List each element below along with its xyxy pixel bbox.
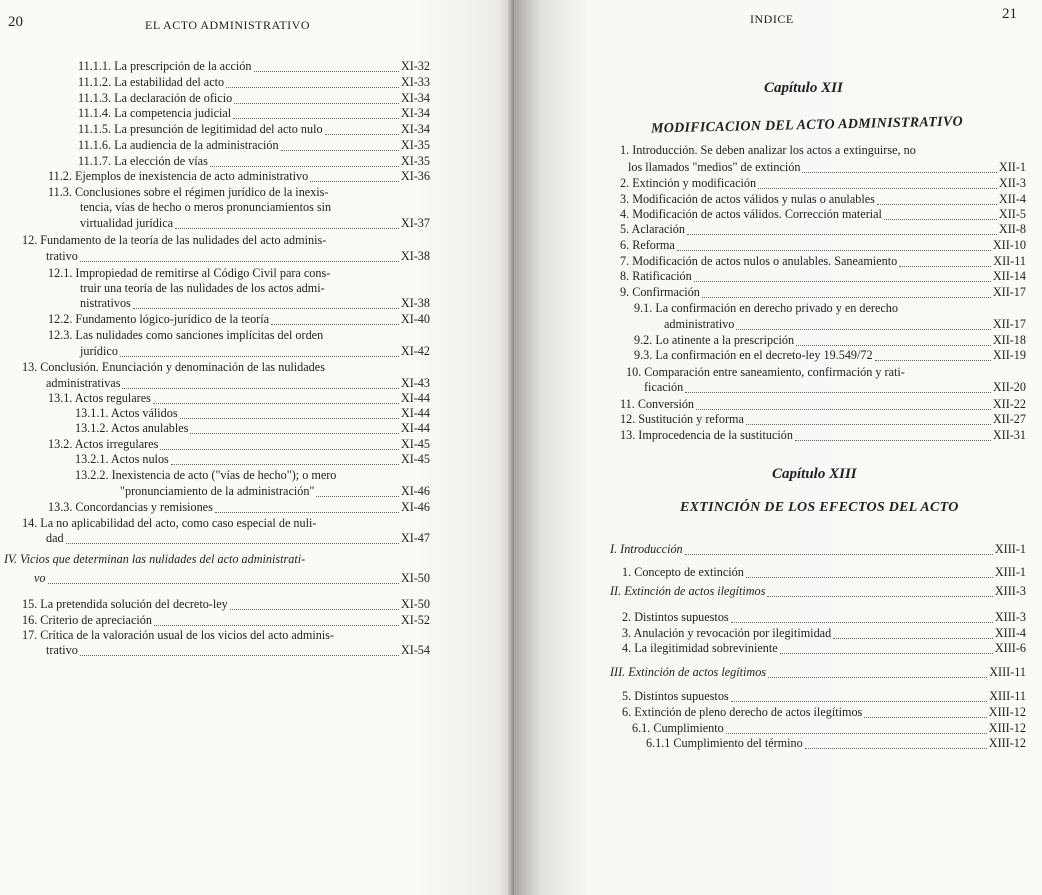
toc-entry-text: 2. Distintos supuestos: [622, 610, 729, 624]
dot-leader: [833, 628, 993, 639]
dot-leader: [687, 224, 997, 235]
toc-page-ref: XI-38: [400, 296, 430, 310]
toc-entry-text: "pronunciamiento de la administración": [120, 484, 315, 498]
toc-entry-text: 6. Reforma: [620, 238, 675, 252]
toc-page-ref: XII-17: [992, 317, 1026, 331]
toc-page-ref: XIII-1: [994, 542, 1026, 556]
toc-page-ref: XI-32: [400, 59, 430, 73]
toc-entry-text: 5. Distintos supuestos: [622, 689, 729, 703]
toc-entry-text: administrativo: [664, 317, 735, 331]
toc-page-ref: XI-45: [400, 452, 430, 466]
dot-leader: [175, 218, 399, 229]
toc-page-ref: XIII-3: [994, 584, 1026, 598]
toc-entry-text: 11.1.1. La prescripción de la acción: [78, 59, 252, 73]
toc-entry-text: 3. Modificación de actos válidos y nulas o anulables: [620, 192, 875, 206]
dot-leader: [80, 251, 399, 262]
toc-page-ref: XI-38: [400, 249, 430, 263]
toc-entry-text: 8. Ratificación: [620, 269, 692, 283]
toc-entry-text: 13. Improcedencia de la sustitución: [620, 428, 793, 442]
right-page: [514, 0, 1042, 895]
toc-entry-text: 13. Conclusión. Enunciación y denominación de las nulidades: [22, 360, 325, 374]
dot-leader: [210, 156, 399, 167]
toc-page-ref: XI-34: [400, 91, 430, 105]
toc-entry-text: 10. Comparación entre saneamiento, confirmación y rati-: [626, 365, 905, 379]
toc-page-ref: XI-34: [400, 106, 430, 120]
toc-entry-text: 4. La ilegitimidad sobreviniente: [622, 641, 778, 655]
toc-entry-text: 1. Introducción. Se deben analizar los actos a extinguirse, no: [620, 143, 916, 157]
toc-entry-text: ficación: [644, 380, 684, 394]
toc-entry-text: 12.1. Impropiedad de remitirse al Código Civil para cons-: [48, 266, 331, 280]
toc-page-ref: XII-19: [992, 348, 1026, 362]
toc-entry-text: trativo: [46, 249, 78, 263]
dot-leader: [702, 287, 991, 298]
chapter-13-title: EXTINCIÓN DE LOS EFECTOS DEL ACTO: [680, 500, 959, 515]
toc-page-ref: XI-54: [400, 643, 430, 657]
dot-leader: [310, 171, 399, 182]
dot-leader: [234, 93, 399, 104]
toc-page-ref: XIII-4: [994, 626, 1026, 640]
toc-entry-text: 6.1. Cumplimiento: [632, 721, 724, 735]
toc-entry-text: III. Extinción de actos legítimos: [610, 665, 767, 679]
dot-leader: [864, 707, 986, 718]
dot-leader: [271, 314, 399, 325]
page-number: 20: [8, 14, 23, 30]
toc-page-ref: XII-8: [998, 222, 1026, 236]
toc-entry-text: los llamados "medios" de extinción: [628, 160, 801, 174]
toc-page-ref: XI-36: [400, 169, 430, 183]
toc-entry-text: 5. Aclaración: [620, 222, 685, 236]
dot-leader: [153, 393, 399, 404]
running-header: INDICE: [750, 12, 794, 26]
toc-entry-text: 13.3. Concordancias y remisiones: [48, 500, 213, 514]
toc-page-ref: XII-5: [998, 207, 1026, 221]
toc-entry-text: tencia, vías de hecho o meros pronunciamientos sin: [80, 200, 332, 214]
toc-entry-text: 13.2.2. Inexistencia de acto ("vías de hecho"); o mero: [75, 468, 337, 482]
dot-leader: [731, 691, 988, 702]
dot-leader: [758, 178, 997, 189]
dot-leader: [133, 298, 399, 309]
toc-entry-text: 11.3. Conclusiones sobre el régimen jurídico de la inexis-: [48, 185, 329, 199]
dot-leader: [254, 61, 399, 72]
toc-page-ref: XI-44: [400, 421, 430, 435]
toc-page-ref: XI-46: [400, 500, 430, 514]
toc-entry-text: 17. Crítica de la valoración usual de los vicios del acto adminis-: [22, 628, 335, 642]
toc-entry-text: 13.2. Actos irregulares: [48, 437, 159, 451]
toc-page-ref: XI-37: [400, 216, 430, 230]
toc-page-ref: XII-3: [998, 176, 1026, 190]
dot-leader: [66, 533, 399, 544]
toc-entry-text: 16. Criterio de apreciación: [22, 613, 152, 627]
dot-leader: [122, 378, 398, 389]
toc-page-ref: XII-31: [992, 428, 1026, 442]
toc-entry-text: 11.1.4. La competencia judicial: [78, 106, 232, 120]
dot-leader: [48, 573, 399, 584]
toc-entry-text: 9. Confirmación: [620, 285, 700, 299]
page-number: 21: [1002, 6, 1017, 22]
chapter-13-label: Capítulo XIII: [772, 466, 857, 482]
dot-leader: [767, 586, 993, 597]
dot-leader: [875, 350, 991, 361]
dot-leader: [899, 256, 991, 267]
toc-page-ref: XII-14: [992, 269, 1026, 283]
toc-page-ref: XII-20: [992, 380, 1026, 394]
toc-entry-text: 15. La pretendida solución del decreto-ley: [22, 597, 228, 611]
toc-entry-text: vo: [34, 571, 46, 585]
toc-entry-text: truir una teoría de las nulidades de los actos admi-: [80, 281, 325, 295]
toc-entry-text: 11.2. Ejemplos de inexistencia de acto administrativo: [48, 169, 309, 183]
dot-leader: [694, 271, 991, 282]
toc-entry-text: 13.1.1. Actos válidos: [75, 406, 178, 420]
toc-page-ref: XI-52: [400, 613, 430, 627]
toc-entry-text: 11. Conversión: [620, 397, 695, 411]
toc-entry-text: 9.3. La confirmación en el decreto-ley 19.549/72: [634, 348, 873, 362]
toc-entry-text: 6.1.1 Cumplimiento del término: [646, 736, 803, 750]
toc-page-ref: XII-4: [998, 192, 1026, 206]
dot-leader: [230, 599, 399, 610]
toc-entry-text: 12. Fundamento de la teoría de las nulidades del acto adminis-: [22, 233, 327, 247]
toc-page-ref: XI-50: [400, 597, 430, 611]
toc-page-ref: XIII-11: [989, 689, 1026, 703]
dot-leader: [768, 667, 987, 678]
dot-leader: [731, 612, 993, 623]
toc-page-ref: XIII-12: [988, 736, 1026, 750]
toc-entry-text: 12.2. Fundamento lógico-jurídico de la teoría: [48, 312, 270, 326]
dot-leader: [316, 486, 398, 497]
toc-entry-text: 3. Anulación y revocación por ilegitimidad: [622, 626, 832, 640]
toc-entry-text: 11.1.7. La elección de vías: [78, 154, 208, 168]
toc-entry-text: 13.1.2. Actos anulables: [75, 421, 189, 435]
dot-leader: [802, 162, 996, 173]
toc-entry-text: jurídico: [80, 344, 118, 358]
dot-leader: [190, 423, 398, 434]
toc-page-ref: XI-44: [400, 406, 430, 420]
toc-entry-text: IV. Vicios que determinan las nulidades del acto administrati-: [4, 552, 306, 566]
dot-leader: [160, 439, 399, 450]
toc-entry-text: I. Introducción: [610, 542, 683, 556]
toc-page-ref: XI-33: [400, 75, 430, 89]
toc-page-ref: XI-34: [400, 122, 430, 136]
toc-page-ref: XI-35: [400, 138, 430, 152]
toc-page-ref: XIII-12: [988, 705, 1026, 719]
toc-entry-text: 2. Extinción y modificación: [620, 176, 757, 190]
left-page: [0, 0, 514, 895]
toc-entry-text: 11.1.3. La declaración de oficio: [78, 91, 233, 105]
toc-entry-text: 12. Sustitución y reforma: [620, 412, 744, 426]
toc-page-ref: XII-17: [992, 285, 1026, 299]
toc-entry-text: 12.3. Las nulidades como sanciones implícitas del orden: [48, 328, 324, 342]
dot-leader: [180, 408, 399, 419]
dot-leader: [805, 738, 987, 749]
toc-page-ref: XI-46: [400, 484, 430, 498]
toc-entry-text: 9.2. Lo atinente a la prescripción: [634, 333, 795, 347]
dot-leader: [226, 77, 399, 88]
toc-page-ref: XI-50: [400, 571, 430, 585]
dot-leader: [120, 346, 399, 357]
chapter-12-label: Capítulo XII: [764, 80, 843, 96]
toc-entry-text: nistrativos: [80, 296, 131, 310]
toc-page-ref: XIII-11: [989, 665, 1026, 679]
dot-leader: [746, 567, 993, 578]
dot-leader: [726, 723, 987, 734]
toc-entry-text: 13.1. Actos regulares: [48, 391, 151, 405]
toc-entry-text: trativo: [46, 643, 78, 657]
dot-leader: [780, 643, 993, 654]
dot-leader: [233, 108, 399, 119]
dot-leader: [877, 194, 997, 205]
running-header: EL ACTO ADMINISTRATIVO: [145, 18, 311, 32]
toc-page-ref: XIII-3: [994, 610, 1026, 624]
toc-entry-text: 7. Modificación de actos nulos o anulables. Saneamiento: [620, 254, 898, 268]
dot-leader: [736, 319, 990, 330]
dot-leader: [884, 209, 997, 220]
toc-entry-text: 14. La no aplicabilidad del acto, como caso especial de nuli-: [22, 516, 317, 530]
toc-page-ref: XII-18: [992, 333, 1026, 347]
dot-leader: [325, 124, 399, 135]
dot-leader: [171, 454, 399, 465]
toc-entry-text: 4. Modificación de actos válidos. Corrección material: [620, 207, 882, 221]
dot-leader: [746, 414, 991, 425]
dot-leader: [796, 335, 991, 346]
toc-entry-text: 11.1.5. La presunción de legitimidad del acto nulo: [78, 122, 323, 136]
dot-leader: [80, 645, 399, 656]
toc-page-ref: XI-47: [400, 531, 430, 545]
toc-page-ref: XI-40: [400, 312, 430, 326]
toc-page-ref: XI-43: [400, 376, 430, 390]
dot-leader: [281, 140, 399, 151]
toc-entry-text: dad: [46, 531, 64, 545]
toc-entry-text: administrativas: [46, 376, 121, 390]
toc-page-ref: XIII-1: [994, 565, 1026, 579]
toc-page-ref: XI-35: [400, 154, 430, 168]
toc-entry-text: 11.1.2. La estabilidad del acto: [78, 75, 225, 89]
toc-entry-text: 9.1. La confirmación en derecho privado y en derecho: [634, 301, 898, 315]
toc-entry-text: II. Extinción de actos ilegítimos: [610, 584, 766, 598]
toc-page-ref: XIII-6: [994, 641, 1026, 655]
dot-leader: [215, 502, 399, 513]
toc-page-ref: XII-22: [992, 397, 1026, 411]
dot-leader: [696, 399, 991, 410]
toc-page-ref: XI-44: [400, 391, 430, 405]
chapter-12-title: MODIFICACION DEL ACTO ADMINISTRATIVO: [650, 114, 964, 137]
dot-leader: [685, 382, 991, 393]
toc-page-ref: XI-45: [400, 437, 430, 451]
toc-page-ref: XI-42: [400, 344, 430, 358]
dot-leader: [677, 240, 991, 251]
toc-page-ref: XII-27: [992, 412, 1026, 426]
dot-leader: [685, 544, 993, 555]
toc-entry-text: 11.1.6. La audiencia de la administración: [78, 138, 279, 152]
toc-page-ref: XII-1: [998, 160, 1026, 174]
toc-page-ref: XII-10: [992, 238, 1026, 252]
dot-leader: [154, 615, 399, 626]
toc-entry-text: 13.2.1. Actos nulos: [75, 452, 169, 466]
dot-leader: [795, 430, 991, 441]
toc-entry-text: 1. Concepto de extinción: [622, 565, 744, 579]
toc-entry-text: 6. Extinción de pleno derecho de actos ilegítimos: [622, 705, 863, 719]
toc-page-ref: XII-11: [993, 254, 1026, 268]
toc-entry-text: virtualidad jurídica: [80, 216, 174, 230]
toc-page-ref: XIII-12: [988, 721, 1026, 735]
